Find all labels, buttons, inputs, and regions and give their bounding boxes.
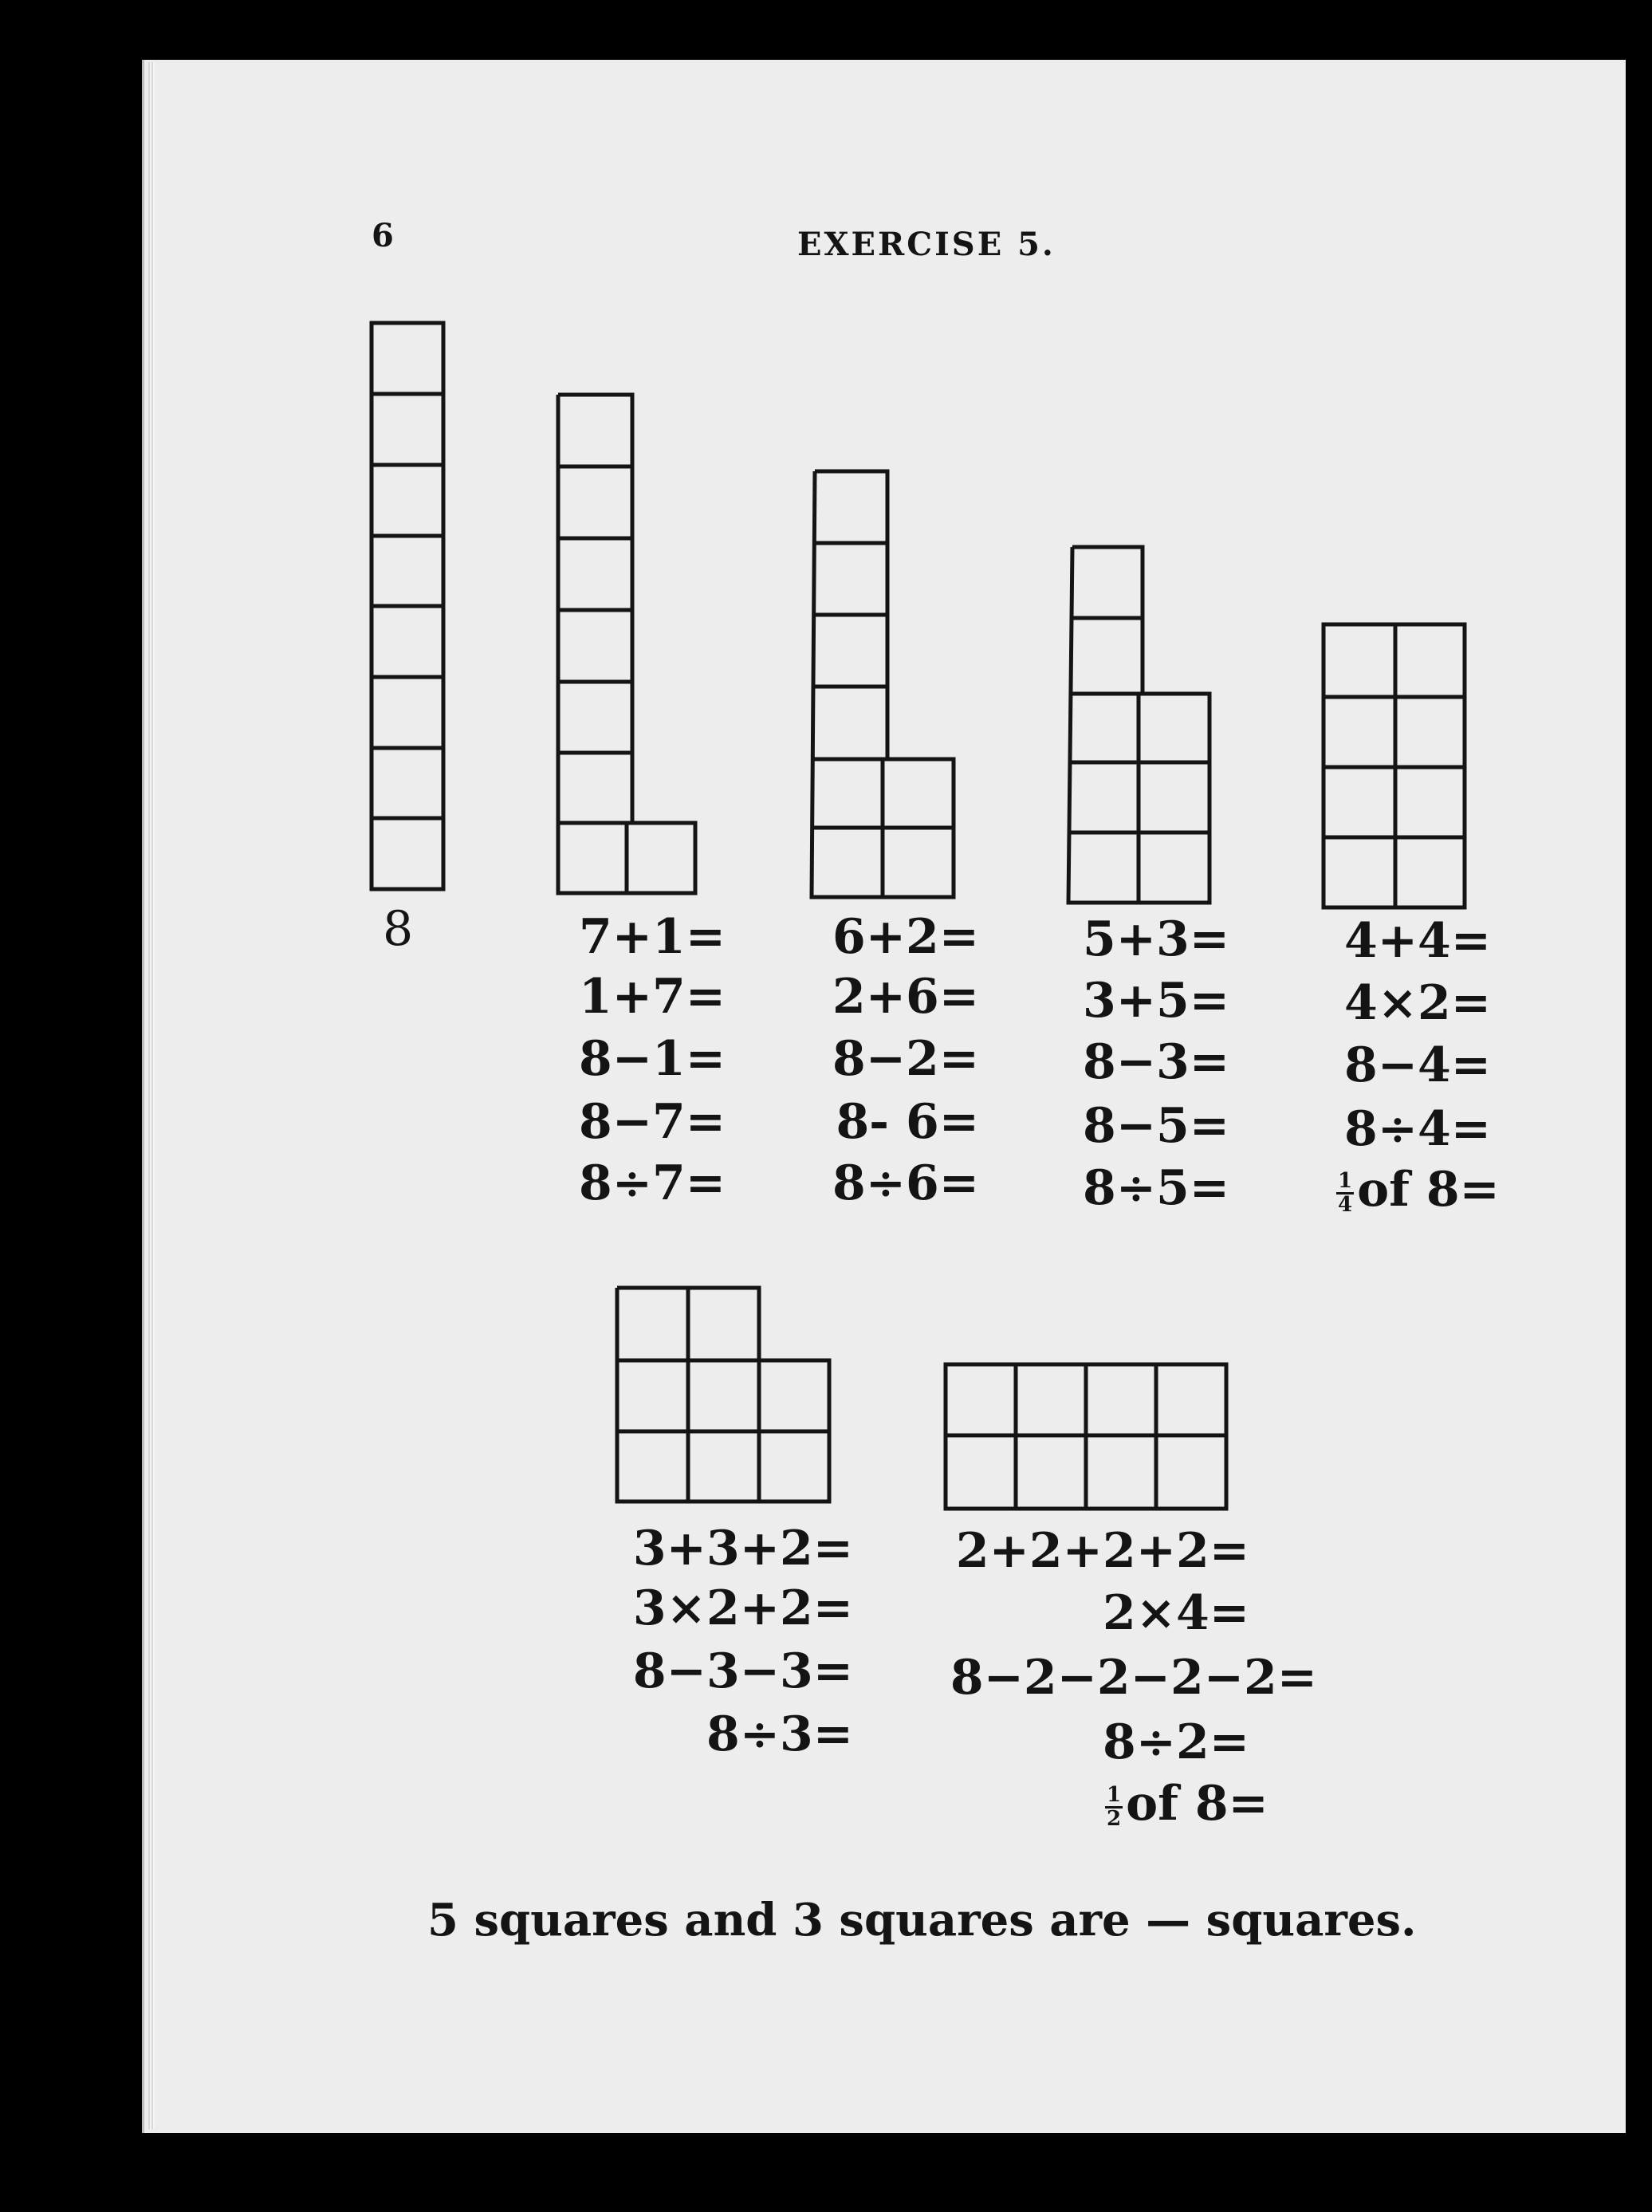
equation: 8÷6= [832,1155,979,1211]
equation: 8−3−3= [632,1643,853,1699]
label-8: 8 [383,901,414,957]
equation: 2+2+2+2= [955,1523,1249,1579]
fraction-equation: $\frac{1}{4}$ of 8= [1338,1162,1500,1218]
equation: 5+3= [1082,911,1229,967]
equation: 1+7= [578,969,726,1025]
equation: 8- 6= [836,1094,979,1150]
equation: 8÷3= [706,1706,853,1762]
diagram-3-3-2 [617,1288,829,1502]
diagram-8 [372,323,443,889]
diagram-2-2-2-2 [946,1364,1226,1509]
equation: 6+2= [832,909,979,965]
fraction: $\frac{1}{2}$ [1107,1782,1122,1831]
equation: 2×4= [1102,1585,1249,1641]
equation: 7+1= [578,909,726,965]
diagram-6-plus-2 [812,471,954,897]
equation: 8÷7= [578,1155,726,1211]
equation: 2+6= [832,969,979,1025]
diagram-7-plus-1 [558,395,695,893]
fraction-equation: $\frac{1}{2}$ of 8= [1107,1776,1268,1832]
equation: 3×2+2= [632,1580,853,1636]
equation: 8−1= [578,1031,726,1087]
equation: 4+4= [1343,913,1491,969]
equation: 8÷2= [1102,1714,1249,1770]
equation: 3+5= [1082,973,1229,1029]
equation: 8−7= [578,1094,726,1150]
diagram-5-plus-3 [1068,547,1210,903]
equation: 8−3= [1082,1034,1229,1090]
equation: 3+3+2= [632,1521,853,1576]
equation: 4×2= [1343,975,1491,1031]
fraction: $\frac{1}{4}$ [1338,1168,1353,1217]
equation: 8÷4= [1343,1101,1491,1157]
equation: 8−2−2−2−2= [950,1650,1317,1706]
page-title: EXERCISE 5. [797,226,1056,263]
diagram-4-plus-4 [1324,624,1465,907]
equation: 8−2= [832,1031,979,1087]
equation: 8÷5= [1082,1160,1229,1216]
question-sentence: 5 squares and 3 squares are — squares. [427,1894,1417,1946]
page-number: 6 [372,217,394,254]
equation: 8−5= [1082,1098,1229,1154]
equation: 8−4= [1343,1037,1491,1093]
